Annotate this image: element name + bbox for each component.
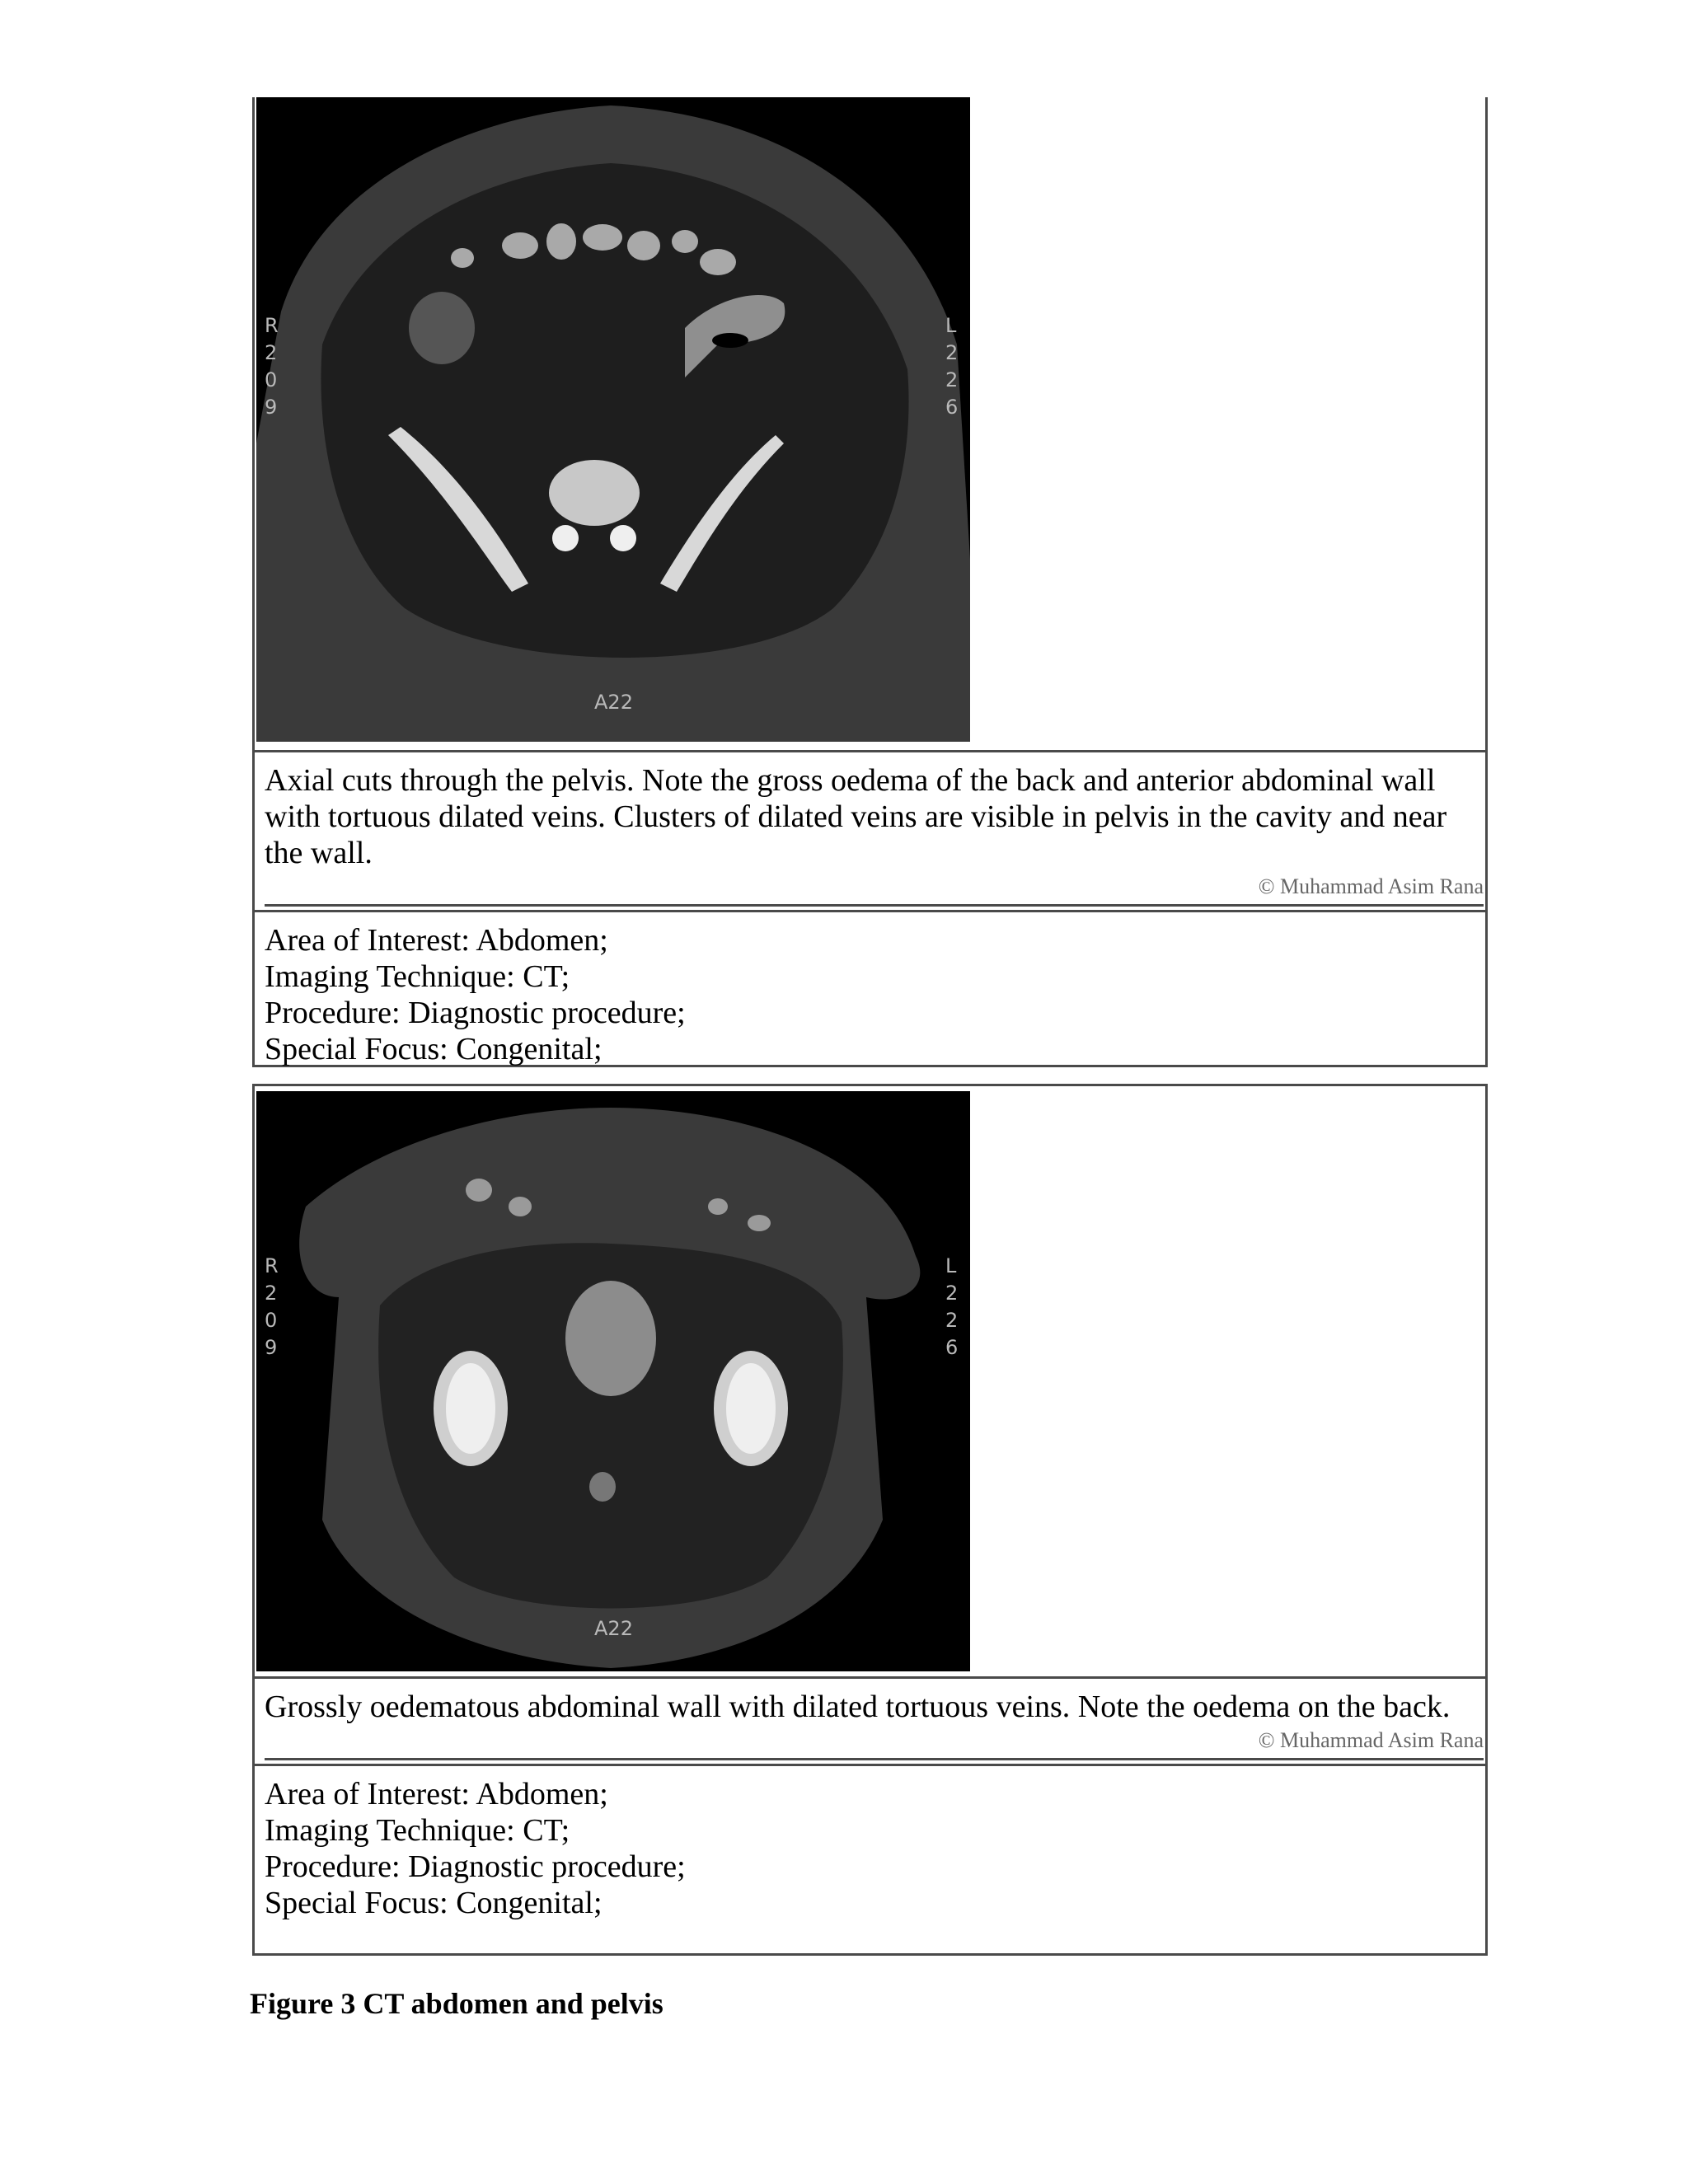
svg-text:R: R [265,1254,279,1277]
meta-procedure: Procedure: Diagnostic procedure; [265,1849,686,1884]
meta-technique: Imaging Technique: CT; [265,959,570,994]
svg-text:6: 6 [945,1336,959,1359]
metadata-block [255,1766,1485,1921]
figure-panel-2 [252,1084,1488,1956]
copyright-notice: © Muhammad Asim Rana [265,1728,1484,1760]
svg-text:2: 2 [945,341,959,364]
meta-focus: Special Focus: Congenital; [265,1032,603,1066]
figure-panel-1 [252,97,1488,1067]
svg-text:2: 2 [945,1309,959,1332]
svg-text:9: 9 [265,396,278,419]
svg-text:L: L [945,1254,957,1277]
image-caption: Grossly oedematous abdominal wall with dilated tortuous veins. Note the oedema on the back. [265,1690,1451,1724]
svg-text:9: 9 [265,1336,278,1359]
metadata-block [255,912,1485,1067]
meta-technique: Imaging Technique: CT; [265,1813,570,1848]
svg-text:2: 2 [265,341,278,364]
svg-text:L: L [945,314,957,337]
ct-scan-drawing [256,1091,970,1671]
svg-text:2: 2 [265,1282,278,1305]
ct-scan-image-pelvis [256,97,970,742]
caption-cell [255,1679,1485,1766]
ct-scan-drawing [256,97,970,742]
meta-area: Area of Interest: Abdomen; [265,1777,608,1811]
meta-area: Area of Interest: Abdomen; [265,923,608,958]
svg-text:A22: A22 [594,1617,633,1640]
meta-procedure: Procedure: Diagnostic procedure; [265,996,686,1030]
image-cell [255,97,1485,752]
svg-text:R: R [265,314,279,337]
meta-focus: Special Focus: Congenital; [265,1886,603,1920]
caption-cell [255,752,1485,912]
image-caption: Axial cuts through the pelvis. Note the gross oedema of the back and anterior abdominal wall with tortuous dilated veins. Clusters of dilated veins are visible in pelvis in the cavity and near the wall. [265,763,1447,870]
copyright-notice: © Muhammad Asim Rana [265,874,1484,907]
svg-text:2: 2 [945,1282,959,1305]
svg-text:0: 0 [265,1309,278,1332]
svg-text:0: 0 [265,368,278,391]
svg-text:2: 2 [945,368,959,391]
figure-caption: Figure 3 CT abdomen and pelvis [250,1987,663,2020]
ct-scan-image-lower-pelvis [256,1091,970,1671]
svg-text:6: 6 [945,396,959,419]
svg-text:A22: A22 [594,691,633,714]
image-cell [255,1086,1485,1679]
